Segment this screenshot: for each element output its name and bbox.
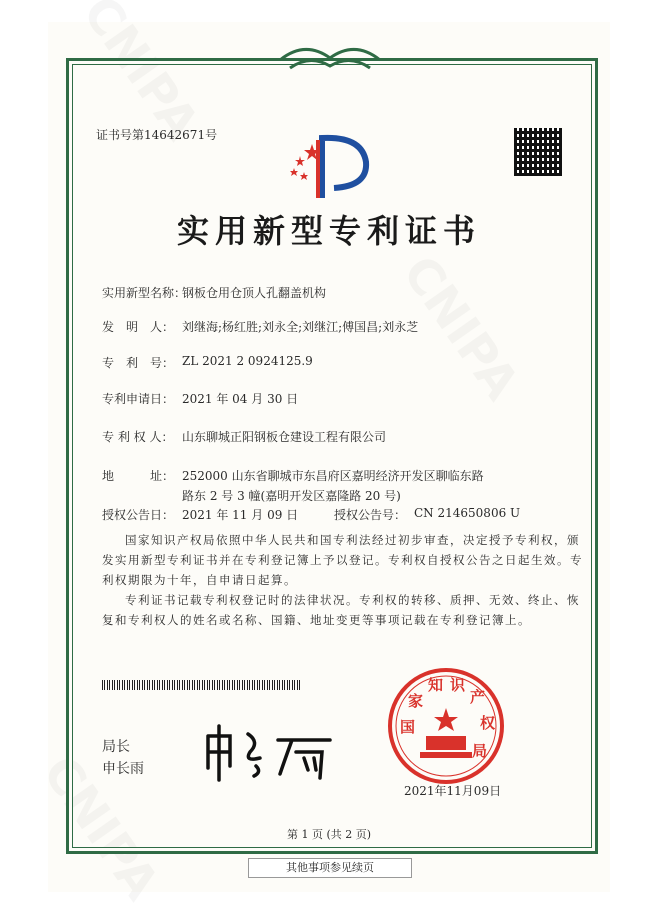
barcode [102, 680, 302, 690]
field-inventors: 发 明 人： 刘继海;杨红胜;刘永全;刘继江;傅国昌;刘永芝 [102, 320, 419, 334]
field-patentee: 专 利 权 人： 山东聊城正阳钢板仓建设工程有限公司 [102, 430, 387, 444]
handwritten-signature [200, 722, 340, 782]
field-address: 地 址： 252000 山东省聊城市东昌府区嘉明经济开发区聊临东路 路东 2 号 3 幢(嘉明开发区嘉隆路 20 号) [102, 469, 484, 503]
qr-code [514, 128, 562, 176]
cnipa-logo [282, 128, 372, 200]
statement-paragraph-1: 国家知识产权局依照中华人民共和国专利法经过初步审查，决定授予专利权，颁发实用新型专利证书并在专利登记簿上予以登记。专利权自授权公告之日起生效。专利权期限为十年，自申请日起算。 [102, 533, 583, 587]
field-grant-date: 授权公告日： 2021 年 11 月 09 日 [102, 508, 299, 522]
official-seal [386, 666, 506, 786]
svg-text:知: 知 [428, 676, 444, 694]
svg-text:局: 局 [472, 742, 488, 760]
page-number: 第 1 页 (共 2 页) [286, 828, 372, 841]
field-grant-number: 授权公告号： CN 214650806 U [334, 506, 521, 522]
svg-text:识: 识 [450, 676, 466, 694]
svg-text:产: 产 [470, 688, 486, 706]
statement-paragraph-2: 专利证书记载专利权登记时的法律状况。专利权的转移、质押、无效、终止、恢复和专利权人的姓名或名称、国籍、地址变更等事项记载在专利登记簿上。 [102, 593, 580, 627]
field-utility-model-name: 实用新型名称：钢板仓用仓顶人孔翻盖机构 [102, 286, 327, 300]
field-application-date: 专利申请日： 2021 年 04 月 30 日 [102, 392, 299, 406]
svg-text:权: 权 [480, 714, 496, 732]
seal-date: 2021年11月09日 [404, 784, 502, 798]
page-title: 实用新型专利证书 [176, 212, 481, 250]
continued-note: 其他事项参见续页 [248, 858, 412, 878]
ornament-top [270, 40, 390, 76]
certificate-number: 证书号第14642671号 [96, 128, 218, 142]
field-patent-number: 专 利 号： ZL 2021 2 0924125.9 [102, 354, 313, 370]
signatory-name: 申长雨 [102, 761, 144, 777]
svg-text:国: 国 [400, 718, 416, 736]
signatory-title: 局长 [102, 739, 130, 755]
svg-text:家: 家 [408, 692, 424, 710]
